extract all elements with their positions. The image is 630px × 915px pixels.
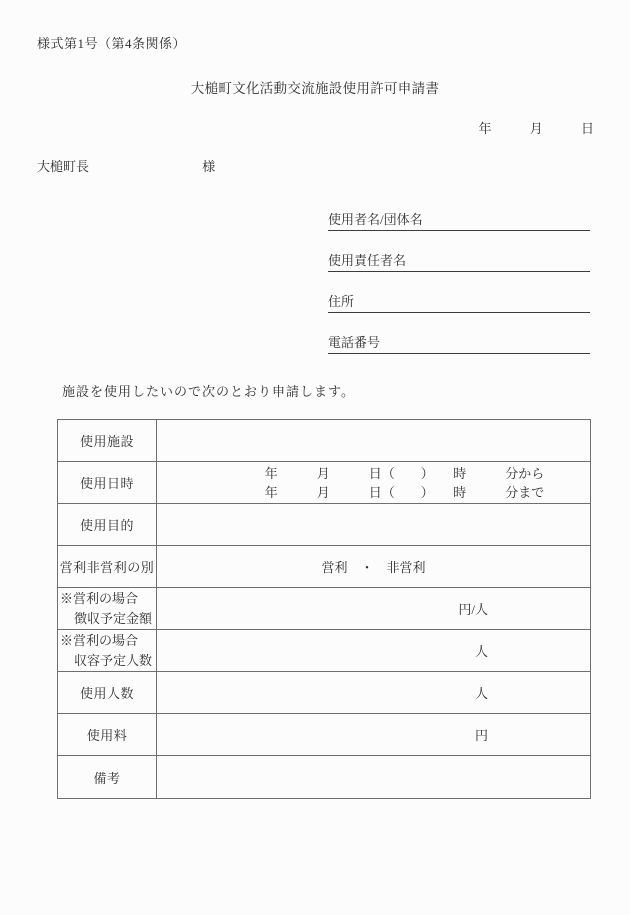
addressee-honorific: 様 bbox=[202, 159, 216, 174]
field-label: 使用責任者名 bbox=[328, 253, 407, 268]
page-title: 大槌町文化活動交流施設使用許可申請書 bbox=[190, 81, 440, 96]
row-label bbox=[58, 420, 157, 461]
table-row-profit-type bbox=[58, 546, 590, 588]
row-content-empty bbox=[157, 504, 590, 545]
row-label-line2: 徴収予定金額 bbox=[74, 610, 153, 626]
row-label-text: 使用施設 bbox=[79, 434, 134, 449]
addressee-name: 大槌町長 bbox=[37, 159, 90, 174]
unit-person: 人 bbox=[474, 686, 488, 701]
field-responsible-person-name bbox=[328, 251, 590, 272]
table-row-remarks bbox=[58, 756, 590, 798]
table-row-datetime bbox=[58, 462, 590, 504]
datetime-to-line: 年 月 日（ ） 時 分まで bbox=[264, 484, 545, 500]
row-label-text: 営利非営利の別 bbox=[59, 560, 155, 575]
date-month-label: 月 bbox=[529, 121, 543, 136]
table-row-planned-capacity bbox=[58, 630, 590, 672]
table-row-facility bbox=[58, 420, 590, 462]
row-label-text: 使用人数 bbox=[79, 686, 134, 701]
unit-yen: 円 bbox=[474, 728, 488, 743]
row-label-line1: ※営利の場合 bbox=[60, 590, 139, 606]
row-content-empty bbox=[157, 756, 590, 798]
intro-sentence: 施設を使用したいので次のとおり申請します。 bbox=[62, 384, 355, 399]
row-content-datetime bbox=[157, 462, 590, 503]
field-label: 使用者名/団体名 bbox=[328, 212, 423, 227]
row-label-text: 備考 bbox=[93, 770, 121, 786]
datetime-from-line: 年 月 日（ ） 時 分から bbox=[264, 465, 545, 481]
row-content-unit bbox=[157, 588, 590, 629]
field-label: 電話番号 bbox=[328, 335, 381, 350]
row-label-line1: ※営利の場合 bbox=[60, 632, 139, 648]
row-label bbox=[58, 756, 157, 798]
row-content-unit bbox=[157, 714, 590, 755]
row-label bbox=[58, 630, 157, 671]
application-table bbox=[57, 419, 591, 799]
row-content-empty bbox=[157, 420, 590, 461]
row-label-text: 使用目的 bbox=[79, 518, 134, 533]
row-label-text: 使用日時 bbox=[79, 476, 134, 491]
row-label-line2: 収容予定人数 bbox=[74, 652, 153, 668]
table-row-planned-charge bbox=[58, 588, 590, 630]
row-label-text: 使用料 bbox=[86, 728, 128, 743]
table-row-user-count bbox=[58, 672, 590, 714]
table-row-usage-fee bbox=[58, 714, 590, 756]
table-row-purpose bbox=[58, 504, 590, 546]
field-user-or-group-name bbox=[328, 210, 590, 231]
row-content-unit bbox=[157, 672, 590, 713]
row-label bbox=[58, 588, 157, 629]
unit-person: 人 bbox=[474, 644, 488, 659]
row-label bbox=[58, 714, 157, 755]
row-label bbox=[58, 462, 157, 503]
row-label bbox=[58, 672, 157, 713]
row-label bbox=[58, 546, 157, 587]
date-day-label: 日 bbox=[580, 121, 594, 136]
row-content-unit bbox=[157, 630, 590, 671]
field-label: 住所 bbox=[328, 294, 355, 309]
form-number: 様式第1号（第4条関係） bbox=[37, 36, 187, 51]
date-year-label: 年 bbox=[478, 121, 492, 136]
unit-yen-per-person: 円/人 bbox=[458, 602, 488, 617]
profit-options-text: 営利 ・ 非営利 bbox=[321, 560, 426, 575]
row-content-profit-options bbox=[157, 546, 590, 587]
row-label bbox=[58, 504, 157, 545]
addressee bbox=[37, 156, 215, 175]
date-line bbox=[478, 118, 594, 137]
field-phone-number bbox=[328, 333, 590, 354]
field-address bbox=[328, 292, 590, 313]
